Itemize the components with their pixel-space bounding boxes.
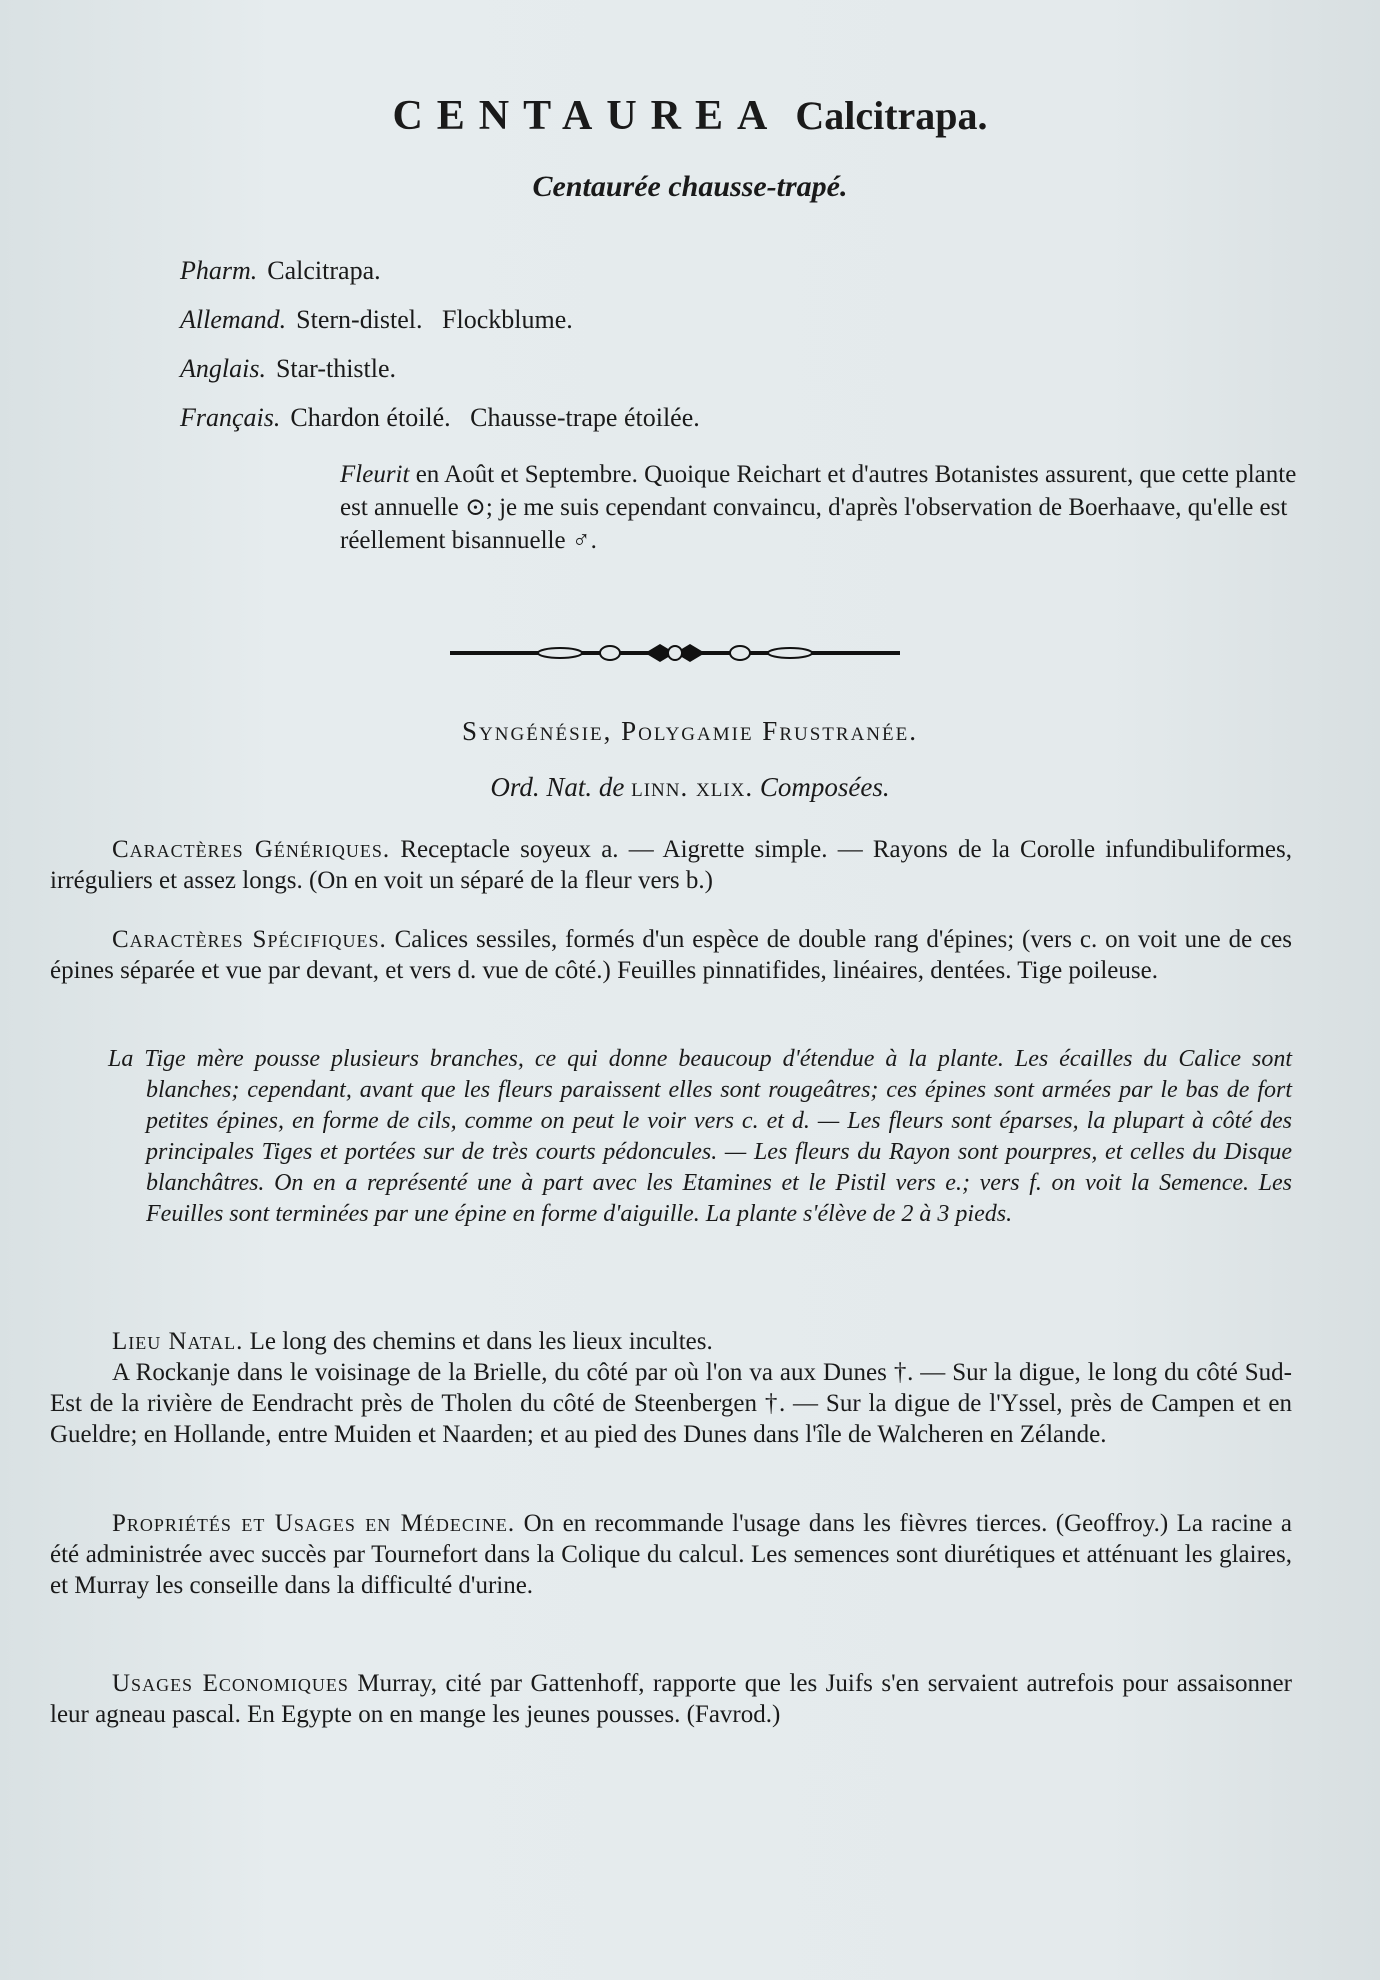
section-text: Receptacle soyeux a. — Aigrette simple. — Rayons de la Corolle infundibuliformes, irréguliers et assez longs. (On en voit un séparé de la fleur vers b.) [50,836,1293,894]
description-text: La Tige mère pousse plusieurs branches, ce qui donne beaucoup d'étendue à la plante. Les écailles du Calice sont blanches; cependant, avant que les fleurs paraissent elles sont rougeâtres; ces épines sont armées par le bas de fort petites épines, en forme de cils, comme on peut le voir vers c. et d. — Les fleurs sont éparses, la plupart à côté des principales Tiges et portées sur de très courts pédoncules. — Les fleurs du Rayon sont pourpres, et celles du Disque blanchâtres. On en a représenté une à part avec les Etamines et le Pistil vers e.; vers f. on voit la Semence. Les Feuilles sont terminées par une épine en forme d'aiguille. La plante s'élève de 2 à 3 pieds. [108,1046,1292,1227]
species-name: Calcitrapa. [795,93,988,138]
generic-characters [50,834,1292,896]
name-text: Star-thistle. [275,354,397,383]
lang-label: Français. [180,403,281,432]
section-heading: Lieu Natal. [112,1328,244,1355]
name-row-allemand [180,295,700,344]
lang-label: Anglais. [180,354,266,383]
economic-uses-section [50,1668,1292,1730]
flowering-note [340,458,1298,557]
lang-label: Pharm. [180,256,258,285]
medical-uses-section [50,1508,1292,1601]
section-text: On en recommande l'usage dans les fièvres tierces. (Geoffroy.) La racine a été administrée avec succès par Tournefort dans la Colique du calcul. Les semences sont diurétiques et atténuant les glaires, et Murray les conseille dans la difficulté d'urine. [50,1510,1293,1599]
name-row-francais [180,393,700,442]
section-text: Murray, cité par Gattenhoff, rapporte que les Juifs s'en servaient autrefois pour assaisonner leur agneau pascal. En Egypte on en mange les jeunes pousses. (Favrod.) [50,1670,1292,1728]
order-prefix: Ord. Nat. de [490,772,625,802]
french-common-name: Centaurée chausse-trapé. [532,170,848,203]
section-heading: Caractères Spécifiques. [112,926,387,953]
order-linn: linn. xlix. [631,772,754,802]
flowering-label: Fleurit [340,461,410,488]
section-text: Calices sessiles, formés d'un espèce de double rang d'épines; (vers c. on voit une de ces épines séparée et vue par devant, et vers d. vue de côté.) Feuilles pinnatifides, linéaires, dentées. Tige poileuse. [50,926,1293,984]
flowering-text: en Août et Septembre. Quoique Reichart et d'autres Botanistes assurent, que cette plante est annuelle ⊙; je me suis cependant convaincu, d'après l'observation de Boerhaave, qu'elle est réellement bisannuelle ♂. [340,461,1297,554]
habitat-summary: Le long des chemins et dans les lieux incultes. [249,1328,713,1355]
page-title [0,92,1380,140]
habitat-localities: A Rockanje dans le voisinage de la Brielle, du côté par où l'on va aux Dunes †. — Sur la digue, le long du côté Sud-Est de la rivière de Eendracht près de Tholen du côté de Steenbergen †. — Sur la digue de l'Yssel, près de Campen et en Gueldre; en Hollande, entre Muiden et Naarden; et au pied des Dunes dans l'île de Walcheren en Zélande. [50,1359,1292,1448]
linnaean-classification: Syngénésie, Polygamie Frustranée. [462,716,918,746]
order-suffix: Composées. [759,772,890,802]
lang-label: Allemand. [180,305,287,334]
name-text: Chardon étoilé. Chausse-trape étoilée. [290,403,700,432]
name-row-pharm [180,246,700,295]
plant-description [108,1044,1292,1230]
habitat-section [50,1326,1292,1450]
specific-characters [50,924,1292,986]
section-heading: Propriétés et Usages en Médecine. [112,1510,516,1537]
name-row-anglais [180,344,700,393]
name-text: Stern-distel. Flockblume. [296,305,573,334]
vernacular-names [180,246,700,442]
name-text: Calcitrapa. [267,256,381,285]
section-heading: Caractères Génériques. [112,836,391,863]
ornamental-divider [450,640,900,666]
genus-name: CENTAUREA [392,93,782,139]
section-heading: Usages Economiques [112,1670,349,1697]
natural-order [0,772,1380,803]
